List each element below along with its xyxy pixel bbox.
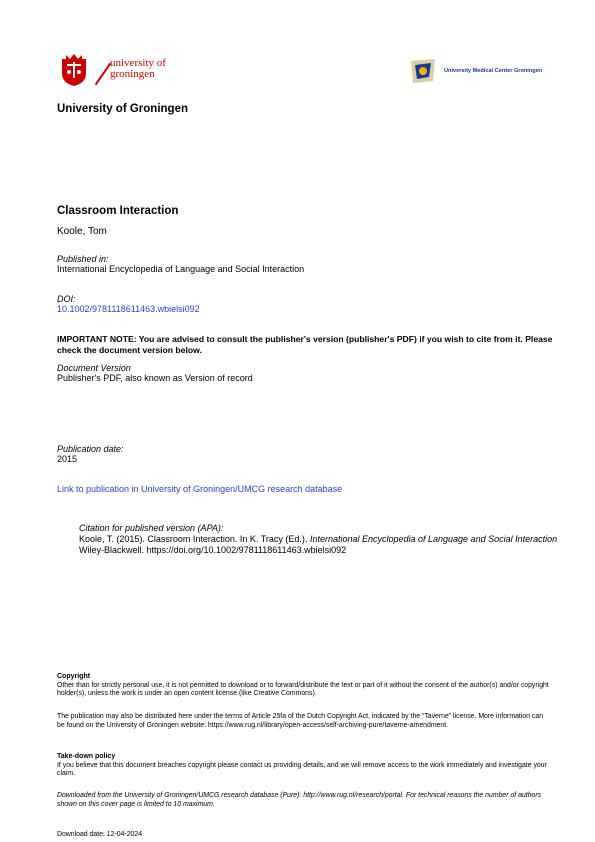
copyright-text: Other than for strictly personal use, it is not permitted to download or to forward/distribute the text or part of it without the consent of the author(s) and/or copyright holder(s), unless the work is under an open content license (like Creative Commons). (57, 681, 549, 698)
document-title: Classroom Interaction (57, 205, 179, 217)
taverne-text: The publication may also be distributed here under the terms of Article 25fa of the Dutch Copyright Act, indicated by the “Taverne” license. More information can be found on the University of Groningen website: https://www.rug.nl/library/open-access/self-archiving-pure/taverne-amendment. (57, 713, 544, 729)
publication-date-value: 2015 (57, 454, 78, 464)
document-version-value: Publisher's PDF, also known as Version of record (57, 373, 253, 383)
takedown-heading: Take-down policy (57, 753, 116, 760)
citation-block (79, 523, 559, 556)
database-link[interactable]: Link to publication in University of Groningen/UMCG research database (57, 484, 343, 494)
download-date: Download date: 12-04-2024 (57, 831, 143, 838)
downloaded-from: Downloaded from the University of Groningen/UMCG research database (Pure): http://www.rug.nl/research/portal. For technical reasons the number of authors shown on this cover page is limited to 10 maximum. (57, 792, 542, 808)
copyright-heading: Copyright (57, 673, 91, 680)
important-note: IMPORTANT NOTE: You are advised to consult the publisher's version (publisher's PDF) if you wish to cite from it. Please check the document version below. (57, 334, 553, 355)
takedown-section (57, 753, 551, 779)
published-in-value: International Encyclopedia of Language and Social Interaction (57, 264, 305, 274)
institution-heading: University of Groningen (57, 103, 188, 115)
rug-logo (60, 53, 190, 89)
copyright-section (57, 673, 551, 699)
published-in-label: Published in: (57, 254, 109, 264)
umcg-name: University Medical Center Groningen (444, 68, 543, 74)
umcg-logo-icon (407, 55, 439, 87)
rug-wordmark: university of groningen (110, 57, 166, 80)
takedown-text: If you believe that this document breaches copyright please contact us providing details, and we will remove access to the work immediately and investigate your claim. (57, 761, 547, 778)
publication-date-label: Publication date: (57, 444, 124, 454)
doi-label: DOI: (57, 294, 76, 304)
author: Koole, Tom (57, 226, 107, 237)
rug-slash (95, 63, 112, 85)
document-version-label: Document Version (57, 363, 131, 373)
rug-crest-icon (60, 53, 88, 87)
doi-link[interactable]: 10.1002/9781118611463.wbielsi092 (57, 304, 200, 314)
citation-label: Citation for published version (APA): (79, 523, 224, 533)
citation-text: Koole, T. (2015). Classroom Interaction. In K. Tracy (Ed.), International Encyclopedia of Language and Social Interaction Wiley-Blackwell. https://doi.org/10.1002/9781118611463.wbielsi092 (79, 534, 558, 555)
